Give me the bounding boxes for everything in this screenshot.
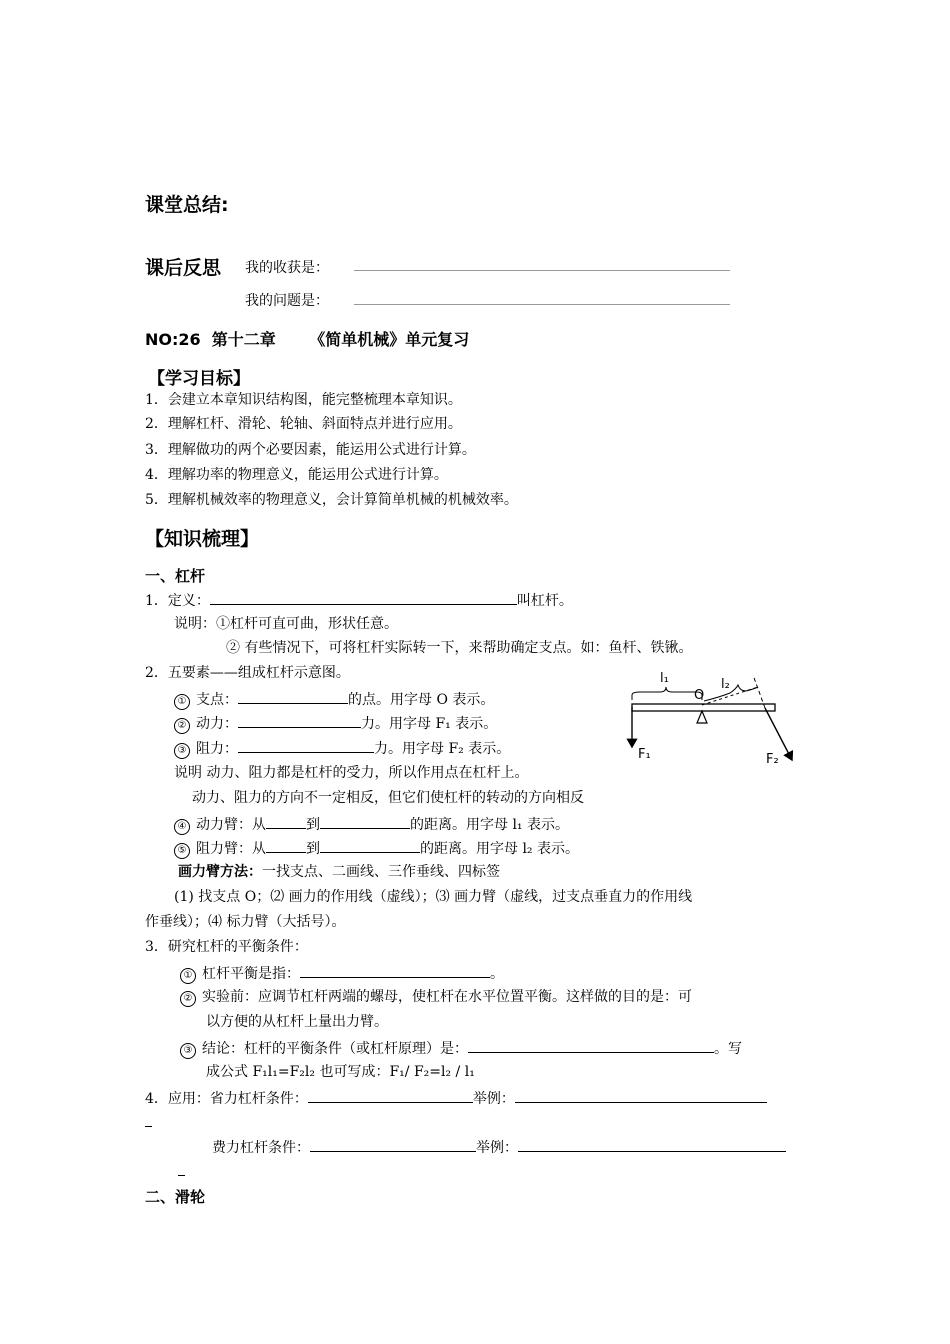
- method-detail2: 作垂线）；⑷ 标力臂（大括号）。: [145, 914, 346, 930]
- goals-heading: 【学习目标】: [148, 369, 250, 389]
- resist-line: [174, 737, 510, 759]
- resist-number: ③: [174, 743, 190, 759]
- f1-label: F₁: [638, 747, 651, 762]
- resist-suffix: 力。用字母 F₂ 表示。: [374, 741, 511, 757]
- goal-item: 2．理解杠杆、滑轮、轮轴、斜面特点并进行应用。: [145, 416, 462, 432]
- arm2-mid: 到: [306, 841, 320, 857]
- bal1-blank[interactable]: [300, 962, 490, 978]
- arm1-number: ④: [174, 819, 190, 835]
- arm2-suffix: 的距离。用字母 l₂ 表示。: [420, 841, 579, 857]
- bal3-blank[interactable]: [468, 1037, 714, 1053]
- effort-suffix: 力。用字母 F₁ 表示。: [361, 716, 498, 732]
- arm1-suffix: 的距离。用字母 l₁ 表示。: [410, 817, 569, 833]
- bal1-prefix: 杠杆平衡是指：: [202, 966, 300, 982]
- pulley-section-title: 二、滑轮: [145, 1188, 206, 1206]
- lever-diagram: [620, 665, 810, 770]
- effort-blank[interactable]: [238, 712, 361, 728]
- five-elements: 2．五要素——组成杠杆示意图。: [145, 665, 350, 681]
- goal-item: 5．理解机械效率的物理意义，会计算简单机械的机械效率。: [145, 492, 518, 508]
- lever-section-title: 一、杠杆: [145, 567, 206, 585]
- effort-arm-line: [174, 813, 569, 835]
- gain-label: 我的收获是：: [245, 260, 329, 276]
- f2-label: F₂: [766, 752, 779, 767]
- bal2-text1: 实验前：应调节杠杆两端的螺母，使杠杆在水平位置平衡。这样做的目的是：可: [202, 989, 692, 1005]
- resist-blank[interactable]: [238, 737, 374, 753]
- pivot-suffix: 的点。用字母 O 表示。: [348, 692, 495, 708]
- pivot-blank[interactable]: [238, 688, 348, 704]
- application-1: [145, 1087, 767, 1109]
- effort-line: [174, 712, 497, 734]
- question-input-line[interactable]: [354, 304, 730, 305]
- bal3-prefix: 结论：杠杆的平衡条件（或杠杆原理）是：: [202, 1041, 468, 1057]
- effort-number: ②: [174, 718, 190, 734]
- knowledge-heading: 【知识梳理】: [145, 528, 260, 550]
- effort-prefix: 动力：: [196, 716, 238, 732]
- method-detail1: (1) 找支点 O；⑵ 画力的作用线（虚线）；⑶ 画力臂（虚线，过支点垂直力的作用线: [174, 889, 693, 905]
- wrap-dash: [145, 1126, 152, 1127]
- app2-prefix: 费力杠杆条件：: [212, 1140, 310, 1156]
- arm1-blank-to[interactable]: [320, 813, 410, 829]
- goal-item: 4．理解功率的物理意义，能运用公式进行计算。: [145, 467, 448, 483]
- pivot-o-label: O: [694, 688, 705, 703]
- reflection-heading: 课后反思: [145, 257, 222, 279]
- arm1-mid: 到: [306, 817, 320, 833]
- bal3-number: ③: [180, 1043, 196, 1059]
- pivot-line: [174, 688, 494, 710]
- force-costing-condition-blank[interactable]: [310, 1136, 476, 1152]
- force-saving-example-blank[interactable]: [515, 1087, 767, 1103]
- resist-prefix: 阻力：: [196, 741, 238, 757]
- bal3-text2: 成公式 F₁l₁=F₂l₂ 也可写成：F₁/ F₂=l₂ / l₁: [206, 1064, 475, 1080]
- l1-brace: [632, 687, 702, 700]
- arm2-blank-to[interactable]: [320, 837, 420, 853]
- f2-action-line: [753, 675, 765, 708]
- explain2: 动力、阻力的方向不一定相反，但它们使杠杆的转动的方向相反: [192, 790, 584, 806]
- pivot-prefix: 支点：: [196, 692, 238, 708]
- def-blank[interactable]: [210, 589, 517, 605]
- def-suffix: 叫杠杆。: [516, 593, 573, 609]
- application-2: [212, 1136, 786, 1158]
- app2-example: 举例：: [476, 1140, 518, 1156]
- wrap-dash: [178, 1175, 185, 1176]
- explain1: 说明 动力、阻力都是杠杆的受力，所以作用点在杠杆上。: [174, 765, 529, 781]
- bal2-text2: 以方便的从杠杆上量出力臂。: [206, 1014, 388, 1030]
- arm2-number: ⑤: [174, 843, 190, 859]
- l1-label: l₁: [660, 671, 669, 686]
- l2-brace: [704, 685, 758, 701]
- arm2-blank-from[interactable]: [266, 837, 306, 853]
- balance-2: [180, 987, 692, 1007]
- balance-1: [180, 962, 504, 984]
- question-label: 我的问题是：: [245, 293, 329, 309]
- bal1-suffix: 。: [490, 966, 504, 982]
- note2: ② 有些情况下，可将杠杆实际转一下，来帮助确定支点。如：鱼杆、铁锹。: [226, 640, 693, 656]
- lesson-title: NO:26 第十二章 《简单机械》单元复习: [145, 330, 470, 349]
- lever-definition: [145, 589, 573, 611]
- bal3-suffix: 。写: [714, 1041, 742, 1057]
- arm2-prefix: 阻力臂：从: [196, 841, 266, 857]
- arm1-prefix: 动力臂：从: [196, 817, 266, 833]
- arm1-blank-from[interactable]: [266, 813, 306, 829]
- def-prefix: 1．定义：: [145, 593, 210, 609]
- method-text: 一找支点、二画线、三作垂线、四标签: [262, 864, 500, 880]
- app-example: 举例：: [472, 1091, 515, 1107]
- goal-item: 1．会建立本章知识结构图，能完整梳理本章知识。: [145, 392, 462, 408]
- note1: 说明：①杠杆可直可曲，形状任意。: [174, 616, 398, 632]
- method-line: [178, 862, 500, 882]
- pivot-number: ①: [174, 694, 190, 710]
- resist-arm-line: [174, 837, 579, 859]
- force-saving-condition-blank[interactable]: [308, 1087, 473, 1103]
- method-label: 画力臂方法：: [178, 864, 262, 880]
- goal-item: 3．理解做功的两个必要因素，能运用公式进行计算。: [145, 442, 476, 458]
- balance-title: 3．研究杠杆的平衡条件：: [145, 939, 308, 955]
- bal2-number: ②: [180, 991, 196, 1007]
- lever-bar: [632, 704, 775, 711]
- balance-3: [180, 1037, 742, 1059]
- pivot-triangle: [697, 711, 707, 723]
- force-costing-example-blank[interactable]: [518, 1136, 786, 1152]
- bal1-number: ①: [180, 968, 196, 984]
- summary-heading: 课堂总结:: [145, 194, 229, 216]
- l2-label: l₂: [721, 677, 730, 692]
- app-prefix: 4．应用：省力杠杆条件：: [145, 1091, 308, 1107]
- gain-input-line[interactable]: [354, 270, 730, 271]
